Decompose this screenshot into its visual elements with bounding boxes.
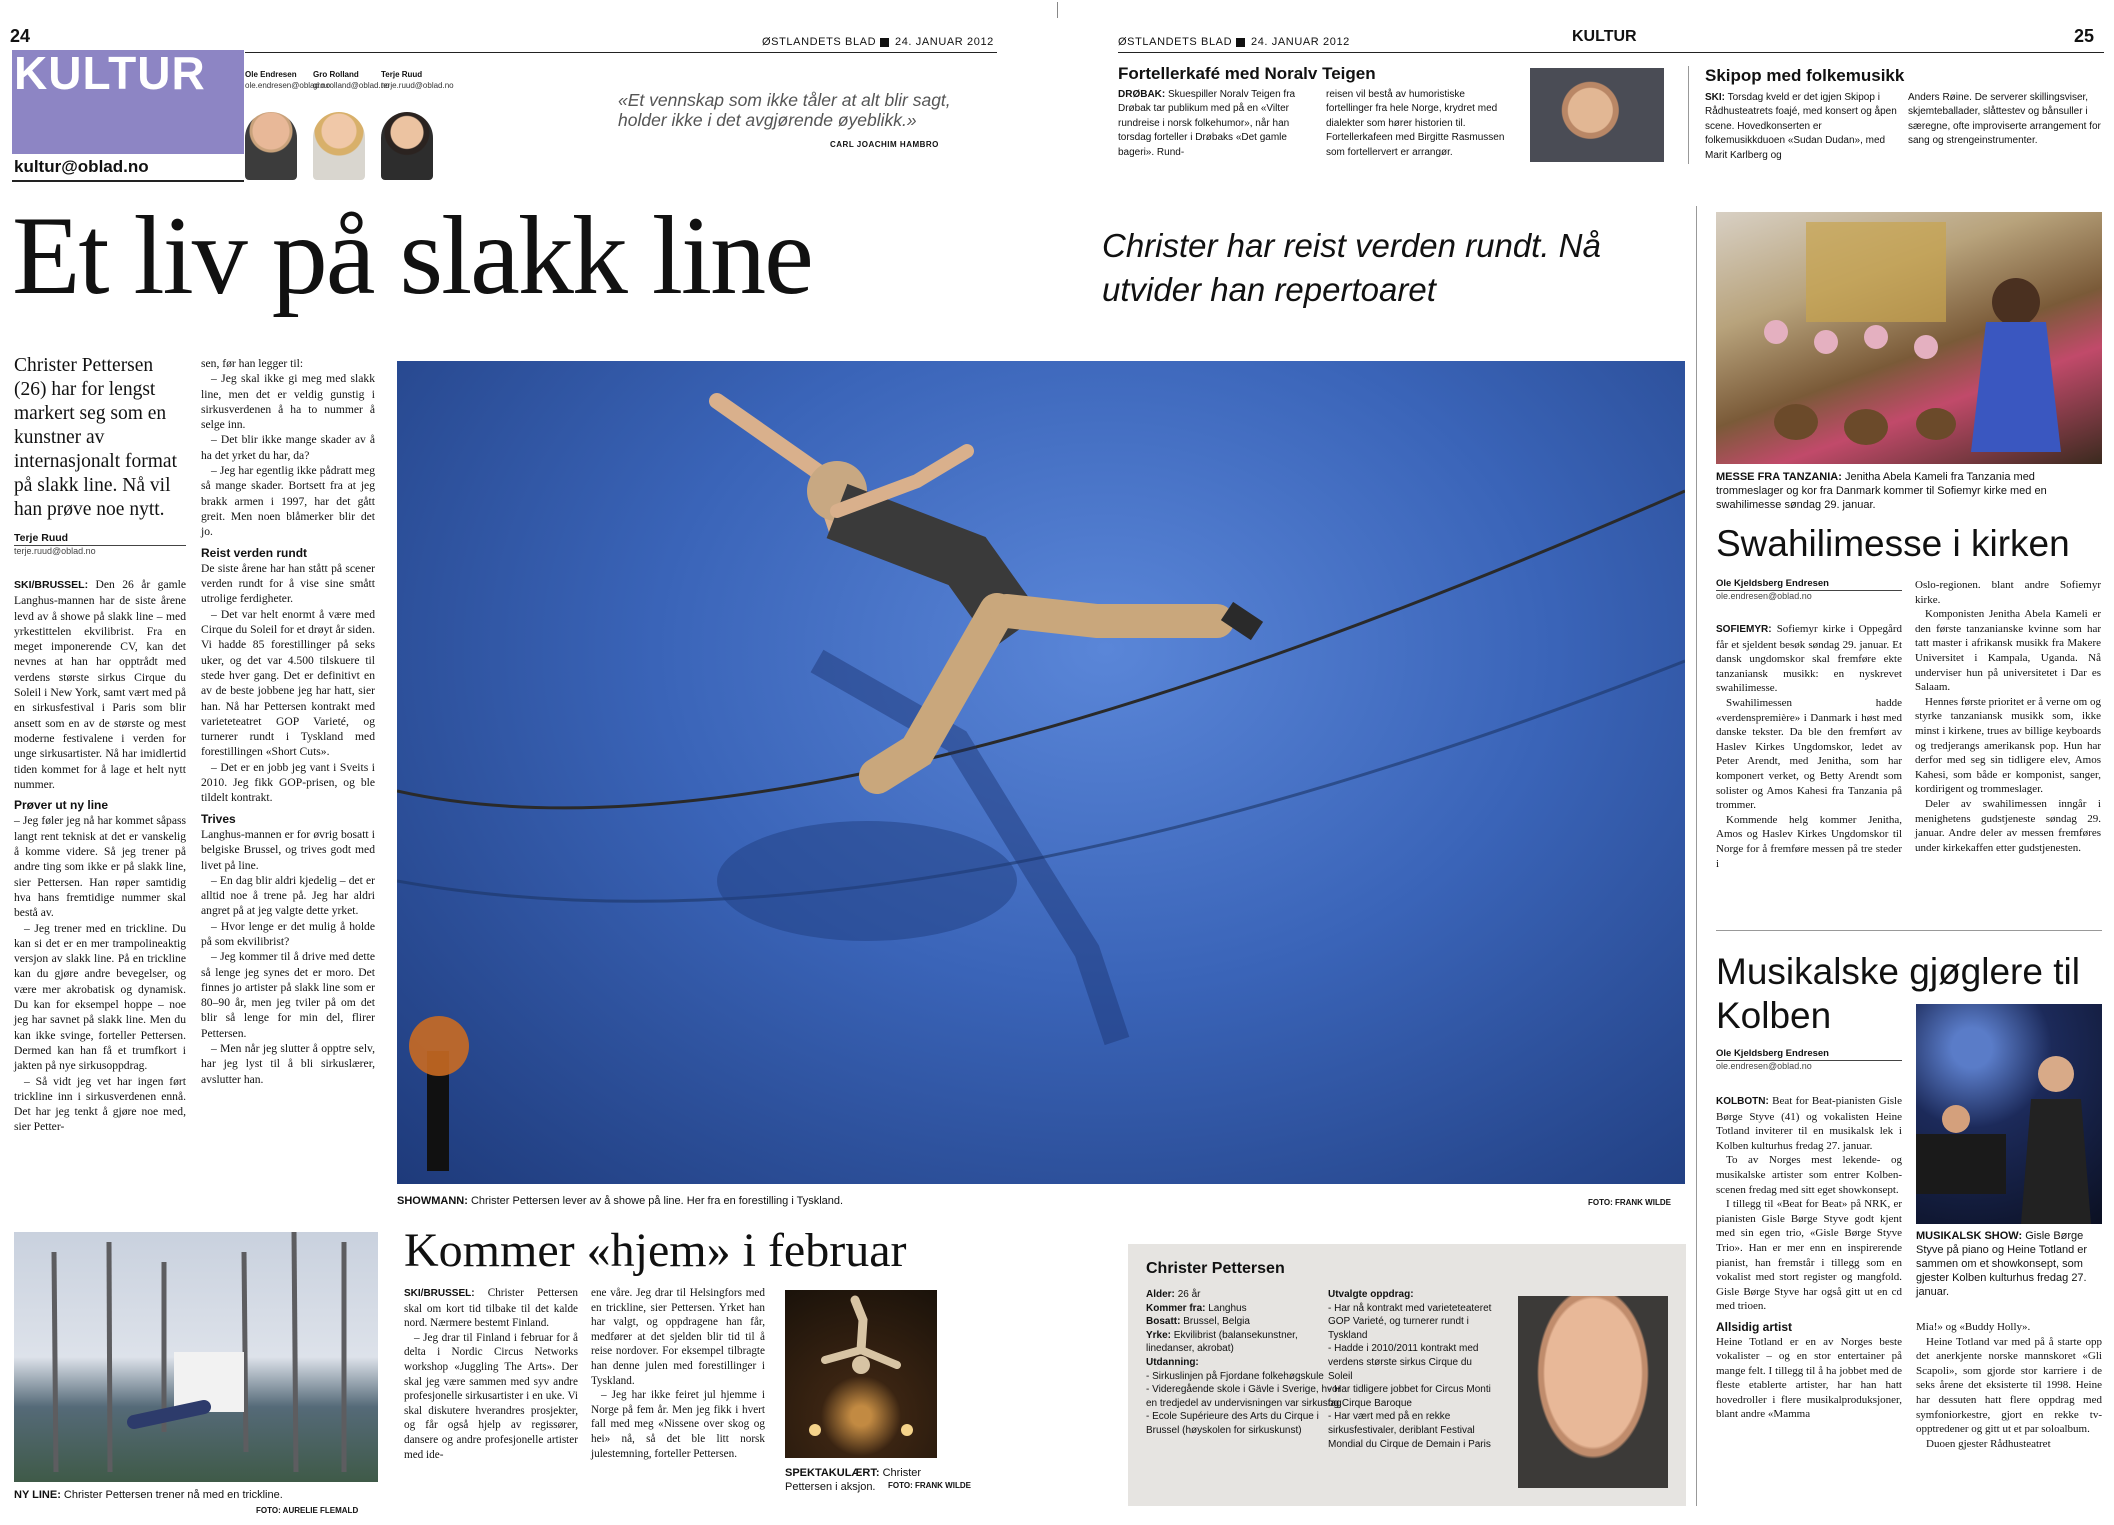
main-photo xyxy=(397,361,1685,1184)
section-title: KULTUR xyxy=(14,47,206,99)
kolben-headline: Musikalske gjøglere til Kolben xyxy=(1716,951,2080,1036)
section-email[interactable]: kultur@oblad.no xyxy=(14,157,149,176)
bottom-headline: Kommer «hjem» i februar xyxy=(404,1224,907,1277)
noralv-photo xyxy=(1530,68,1664,162)
intro: Christer Pettersen (26) har for lengst markert seg som en kunstner av internasjonalt format på slakk line. Nå vil han prøve noe nytt. xyxy=(14,355,177,520)
date-right: 24. JANUAR 2012 xyxy=(1251,36,1350,48)
main-deck: Christer har reist verden rundt. Nå utvider han repertoaret xyxy=(1102,227,1601,308)
christer-portrait xyxy=(1518,1296,1668,1488)
swahili-headline: Swahilimesse i kirken xyxy=(1716,523,2070,564)
article-col-2: sen, før han legger til: – Jeg skal ikke gi meg med slakk line, men det er veldig gunstig i sirkusverdenen å ha to nummer å selge inn. – Det blir ikke mange skader av å ha det yrket du har, da? – Jeg har egentlig ikke pådratt meg så mange skader. Bortsett fra at jeg brakk armen i 1997, har det gått greit. Men noen blåmerker blir det jo. Reist verden rundt De siste årene har han stått på scener verden rundt for å vise sine smått utrolige ferdigheter. – Det var helt enormt å være med Cirque du Soleil for et drøyt år siden. Vi hadde 85 forestillinger på seks uker, og det var 4.500 tilskuere til stede hver gang. Det er definitivt en av de beste jobbene jeg har hatt, sier han. Nå har Pettersen kontrakt med varieteteatret GOP Varieté, og turnerer rundt i Tyskland med forestillingen «Short Cuts». – Det er en jobb jeg vant i Sveits i 2010. Jeg fikk GOP-prisen, og ble tildelt kontrakt. Trives Langhus-mannen er for øvrig bosatt i belgiske Brussel, og trives godt med livet på line. – En dag blir aldri kjedelig – det er alltid noe å trene på. Jeg har aldri angret på at jeg valgte dette yrket. – Hvor lenge er det mulig å holde på som ekvilibrist? – Jeg kommer til å drive med dette så lenge jeg synes det er moro. Det finnes jo artister på slakk line som er 80–90 år, men jeg tviler på om det blir så lenge for min del, flirer Pettersen. – Men når jeg slutter å opptre selv, har jeg lyst til å bli sirkuslærer, avslutter han. xyxy=(201,357,375,1086)
page-number-right: 25 xyxy=(2074,26,2095,46)
kolben-col-1: KOLBOTN: Beat for Beat-pianisten Gisle Børge Styve (41) og vokalisten Heine Totland inviterer til en musikalsk lek i Kolben kulturhus fredag 27. januar. To av Norges mest lekende- og musikalske artister som entrer Kolben-scenen fredag med sitt eget showkonsept. I tillegg til «Beat for Beat» på NRK, er pianisten Gisle Børge Styve godt kjent med sin egen trio, «Gisle Børge Styve Trio». Han er mer enn en inspirerende pianist, han fremstår i tillegg som en vokalist med stort register og mangfold. Gisle Børge Styve har også gitt ut en cd med trioen. Allsidig artist Heine Totland er en av Norges beste vokalister – og en stor entertainer på mange felt. I tillegg til å ha jobbet med de fleste etablerte artister, har han hatt hovedroller i flere musikalproduksjoner, blant andre «Mamma xyxy=(1716,1095,1902,1421)
byline-mail: ole.endresen@oblad.no xyxy=(1716,591,1812,601)
nyline-photo xyxy=(14,1232,378,1482)
factbox-col-2: Utvalgte oppdrag: - Har nå kontrakt med varieteteateret GOP Varieté, og turnerer rundt i Tyskland - Hadde i 2010/2011 kontrakt med verdens største sirkus Cirque du Soleil - Har tidligere jobbet for Circus Monti og Cirque Baroque - Har vært med på en rekke sirkusfestivaler, deriblant Festival Mondial du Cirque de Demain i Paris xyxy=(1328,1289,1492,1450)
brief-col: Anders Røine. De serverer skillingsviser, skjemteballader, slåttestev og bånsuller i særegne, ofte improviserte arrangement for sang og strengeinstrumenter. xyxy=(1908,92,2101,147)
brief-col: reisen vil bestå av humoristiske fortellinger fra hele Norge, krydret med dialekter som hører historien til. Fortellerkafeen med Birgitte Rasmussen som fortellervert er arrangør. xyxy=(1326,89,1505,158)
acrobat-illustration xyxy=(785,1290,937,1458)
factbox xyxy=(1128,1244,1686,1506)
nyline-credit: FOTO: AURELIE FLEMALD xyxy=(256,1506,359,1515)
kolben-col-2: Mia!» og «Buddy Holly». Heine Totland var med på å starte opp det anerkjente norske mannskoret «Gli Scapoli», som gjorde stor karriere i de seks årene det eksisterte til 1998. Heine har dessuten hatt flere oppdrag med symfoniorkestre, gjort en rekke tv-opptredener og gitt ut et par soloalbum. Duoen gjester Rådhusteatret xyxy=(1916,1321,2102,1450)
nyline-caption: NY LINE: Christer Pettersen trener nå med en trickline. xyxy=(14,1489,283,1501)
trees-illustration xyxy=(14,1232,378,1482)
kolben-caption: MUSIKALSK SHOW: Gisle Børge Styve på piano og Heine Totland er sammen om et showkonsept, som gjester Kolben kulturhus fredag 27. januar. xyxy=(1916,1230,2088,1298)
spektakulaert-credit: FOTO: FRANK WILDE xyxy=(888,1481,971,1490)
avatar xyxy=(381,112,433,180)
brief-title: Fortellerkafé med Noralv Teigen xyxy=(1118,64,1376,83)
swahili-col-2: Oslo-regionen. blant andre Sofiemyr kirke. Komponisten Jenitha Abela Kameli er den første tanzanianske kvinne som har tatt master i afrikansk musikk fra Makere Universitet i Kampala, Uganda. Nå underviser hun på universitetet i Dar es Salaam. Hennes første prioritet er å verne om og styrke tanzaniansk musikk som, ikke minst i kirkene, trues av billige keyboards og tredjerangs amerikansk pop. Hun har derfor med seg sin tidligere elev, Amos Kahesi, som både er komponist, sanger, kordirigent og trommeslager. Deler av swahilimessen inngår i menighetens gudstjeneste søndag 29. januar. Andre deler av messen fremføres under kirkekaffen etter gudstjenesten. xyxy=(1915,579,2101,854)
main-photo-credit: FOTO: FRANK WILDE xyxy=(1588,1198,1671,1207)
factbox-col-1: Alder: 26 år Kommer fra: Langhus Bosatt: Brussel, Belgia Yrke: Ekvilibrist (balansekunstner, linedanser, akrobat) Utdanning: - Sirkuslinjen på Fjordane folkehøgskule - Videregående skole i Gävle i Sverige, hvor en tredjedel av undervisningen var sirkusfag - Ecole Supérieure des Arts du Cirque i Brussel (høyskolen for sirkuskunst) xyxy=(1146,1289,1342,1436)
slackline-figure xyxy=(397,361,1685,1184)
bottom-col-1: SKI/BRUSSEL: Christer Pettersen skal om kort tid tilbake til det kalde nord. Nærmere bestemt Finland. – Jeg drar til Finland i februar for å delta i Nordic Circus Networks workshop «Juggling The Arts». Der skal jeg være sammen med syv andre profesjonelle sirkusartister i en uke. Vi skal diskutere hverandres prosjekter, og får også hjelp av regissører, dansere og andre profesjonelle artister med ide- xyxy=(404,1287,578,1461)
byline: Ole Kjeldsberg Endresen xyxy=(1716,1048,1902,1061)
quote: «Et vennskap som ikke tåler at alt blir sagt, holder ikke i det avgjørende øyeblikk.» xyxy=(618,90,951,130)
byline-mail: terje.ruud@oblad.no xyxy=(14,546,96,556)
performers-illustration xyxy=(1916,1004,2102,1224)
kolben-photo xyxy=(1916,1004,2102,1224)
paper-name-left: ØSTLANDETS BLAD xyxy=(762,36,877,48)
brief-col: DRØBAK: Skuespiller Noralv Teigen fra Drøbak tar publikum med på en «Vilter rundreise i norsk folkehumor», når han torsdag forteller i Drøbaks «Det gamle bageri». Rund- xyxy=(1118,89,1296,158)
spektakulaert-photo xyxy=(785,1290,937,1458)
bottom-col-2: ene våre. Jeg drar til Helsingfors med en trickline, sier Pettersen. Yrket han har valgt, og oppdragene han får, medfører at det sjelden blir tid til å reise nordover. For eksempel tilbragte han denne julen med forestillinger i Tyskland. – Jeg har ikke feiret jul hjemme i Norge på fem år. Men jeg fikk i hvert fall med meg «Nissene over skog og hei» nå, så det ble litt norsk julestemning, forteller Pettersen. xyxy=(591,1287,765,1460)
date-left: 24. JANUAR 2012 xyxy=(895,36,994,48)
avatar xyxy=(245,112,297,180)
brief-col: SKI: Torsdag kveld er det igjen Skipop i Rådhusteatrets foajé, med konsert og åpen scene. Hovedkonserten er folkemusikkduoen «Sudan Dudan», med Marit Karlberg og xyxy=(1705,92,1897,161)
main-headline: Et liv på slakk line xyxy=(12,194,812,318)
main-caption: SHOWMANN: Christer Pettersen lever av å showe på line. Her fra en forestilling i Tyskland. xyxy=(397,1195,844,1207)
byline: Terje Ruud xyxy=(14,532,186,546)
factbox-title: Christer Pettersen xyxy=(1146,1260,1285,1277)
byline-mail: ole.endresen@oblad.no xyxy=(1716,1061,1812,1071)
brief-title: Skipop med folkemusikk xyxy=(1705,66,1905,85)
page-number-left: 24 xyxy=(10,26,31,46)
tanzania-photo xyxy=(1716,212,2102,464)
quote-author: CARL JOACHIM HAMBRO xyxy=(830,140,939,149)
byline: Ole Kjeldsberg Endresen xyxy=(1716,578,1902,591)
tanzania-caption: MESSE FRA TANZANIA: Jenitha Abela Kameli fra Tanzania med trommeslager og kor fra Danmark kommer til Sofiemyr kirke med en swahilimesse søndag 29. januar. xyxy=(1716,471,2047,511)
avatar xyxy=(313,112,365,180)
spektakulaert-caption: SPEKTAKULÆRT: Christer Pettersen i aksjon. xyxy=(785,1467,922,1493)
swahili-col-1: SOFIEMYR: Sofiemyr kirke i Oppegård får et sjeldent besøk søndag 29. januar. Et dansk ungdomskor skal fremføre ekte tanzaniansk musikk: en nyskrevet swahilimesse. Swahilimessen hadde «verdenspremière» i Danmark i høst med danske tekster. Da ble den fremført av Haslev Kirkes Ungdomskor, ledet av Peter Arendt, med Jenitha, som har komponert verket, og Betty Arendt som solister og Amos Kahesi fra Tanzania på trommer. Kommende helg kommer Jenitha, Amos og Haslev Kirkes Ungdomskor til Norge for å fremføre messen på tre steder i xyxy=(1716,623,1903,870)
paper-name-right: ØSTLANDETS BLAD xyxy=(1118,36,1233,48)
choir-illustration xyxy=(1716,212,2102,464)
staff-strip: Ole Endresen ole.endresen@oblad.no Gro Rolland gro.rolland@oblad.no Terje Ruud terje.ruud@oblad.no xyxy=(245,70,435,180)
section-label-right: KULTUR xyxy=(1572,28,1637,45)
article-col-1: SKI/BRUSSEL: Den 26 år gamle Langhus-mannen har de siste årene levd av å showe på slakk line – med yrkestittelen ekvilibrist. Fra en meget imponerende CV, kan det nevnes at han har opptrådt med verdens største sirkus Cirque du Soleil i New York, samt vært med på en sirkusfestival i Paris som blir ansett som en av de største og mest moderne festivalene i verden for unge sirkusartister. Nå har imidlertid tiden kommet for å lage et helt nytt nummer. Prøver ut ny line – Jeg føler jeg nå har kommet såpass langt rent teknisk at det er vanskelig å komme videre. Så jeg trener på andre ting som ikke er på slakk line, sier Pettersen. Han røper samtidig hva hans fremtidige nummer skal bestå av. – Jeg trener med en trickline. Du kan si det er en mer trampolineaktig versjon av slakk line. På en trickline kan du gjøre andre bevegelser, og være mer akrobatisk og dynamisk. Du kan for eksempel hoppe – noe jeg har savnet på slakk line. Men du kan ikke svinge, forteller Pettersen. Dermed kan han få et trumfkort i jakten på nye sirkusoppdrag. – Så vidt jeg vet har ingen ført trickline inn i sirkusverdenen ennå. Det har jeg tenkt å gjøre noe med, sier Petter- xyxy=(14,578,186,1134)
